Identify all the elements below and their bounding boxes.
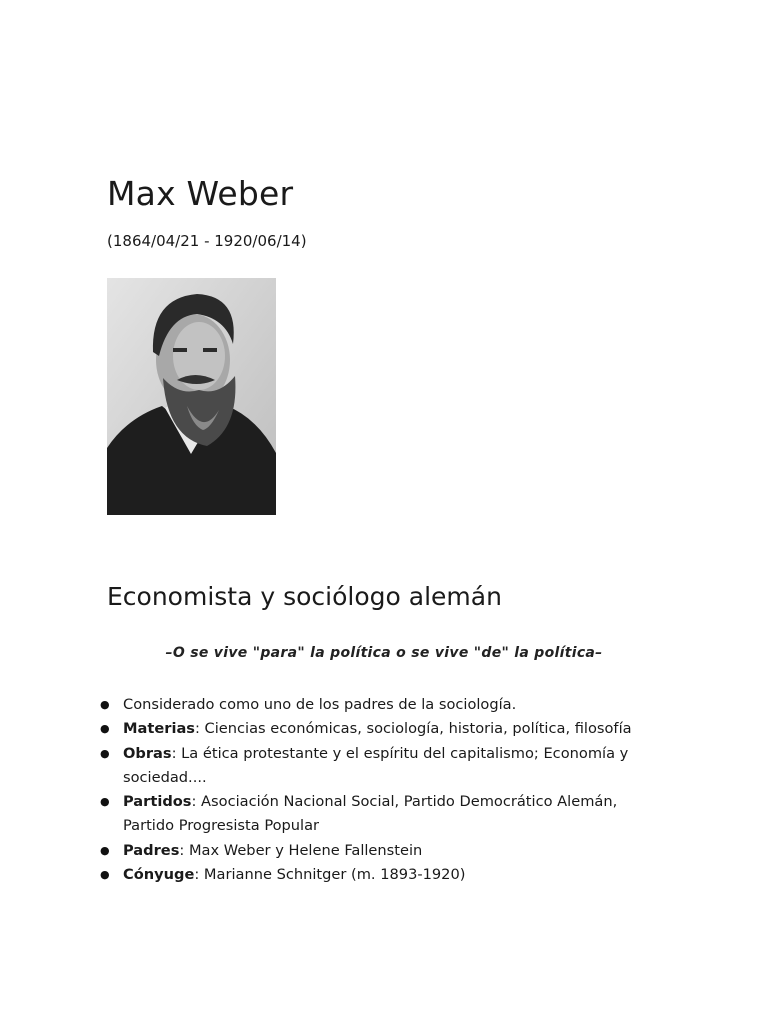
fact-text: : Max Weber y Helene Fallenstein — [179, 841, 423, 859]
bullet-icon: ● — [100, 698, 110, 711]
quote: –O se vive "para" la política o se vive "de" la política– — [165, 645, 603, 661]
fact-key: Partidos — [123, 793, 192, 811]
list-item — [100, 742, 660, 791]
fact-text: : Ciencias económicas, sociología, historia, política, filosofía — [194, 720, 632, 738]
fact-key: Materias — [123, 720, 195, 738]
bullet-icon: ● — [100, 746, 110, 760]
bullet-icon: ● — [100, 843, 110, 857]
list-item — [100, 839, 660, 863]
portrait-photo — [107, 278, 276, 515]
section-subtitle: Economista y sociólogo alemán — [107, 582, 502, 611]
list-item — [100, 863, 660, 887]
fact-text: Considerado como uno de los padres de la sociología. — [123, 696, 517, 713]
bullet-icon: ● — [100, 722, 110, 736]
bullet-icon: ● — [100, 795, 110, 809]
fact-key: Cónyuge — [123, 866, 195, 884]
fact-key: Padres — [123, 841, 180, 859]
facts-list — [100, 693, 660, 887]
list-item — [100, 717, 660, 741]
portrait-illustration — [107, 278, 276, 515]
bullet-icon: ● — [100, 868, 110, 882]
list-item — [100, 790, 660, 839]
list-item — [100, 693, 660, 717]
page-title: Max Weber — [107, 174, 294, 213]
fact-text: : La ética protestante y el espíritu del capitalismo; Economía y sociedad.... — [123, 744, 629, 786]
fact-text: : Marianne Schnitger (m. 1893-1920) — [194, 866, 466, 884]
fact-key: Obras — [123, 744, 172, 762]
life-dates: (1864/04/21 - 1920/06/14) — [107, 232, 307, 250]
fact-text: : Asociación Nacional Social, Partido Democrático Alemán, Partido Progresista Popular — [123, 793, 618, 835]
